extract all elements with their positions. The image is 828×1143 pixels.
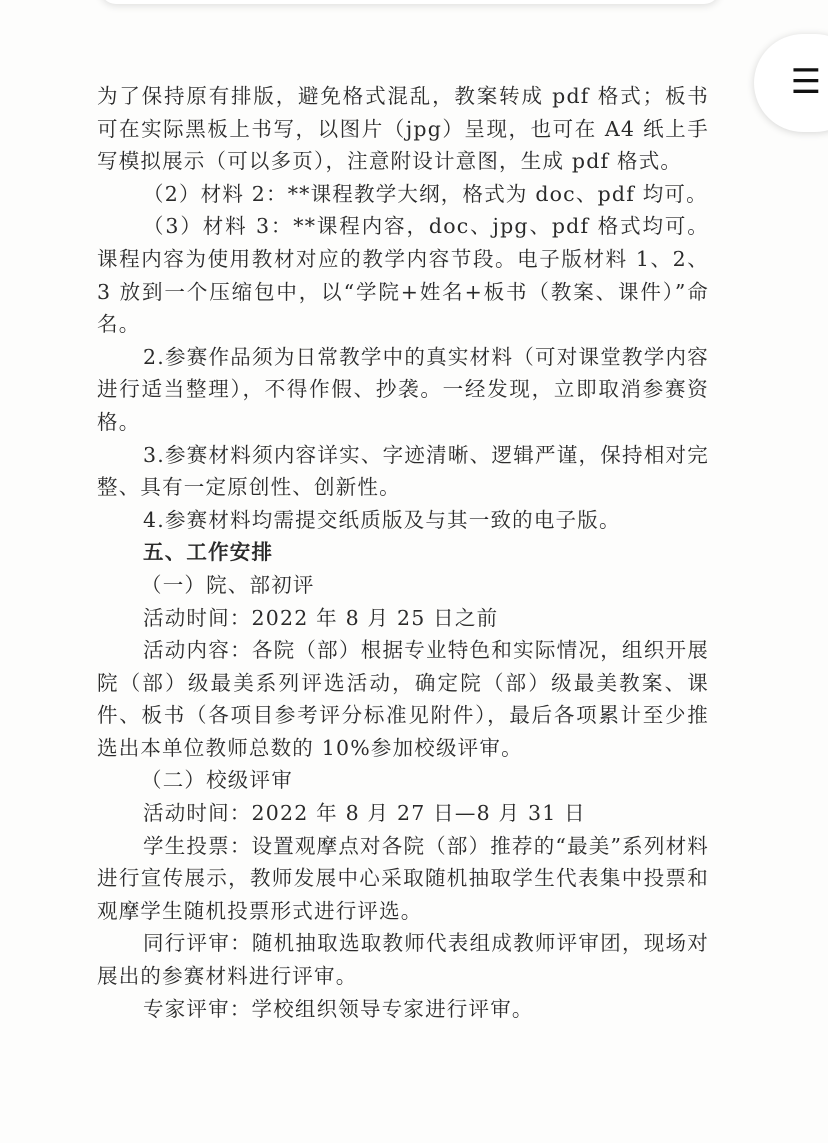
paragraph-material-3: （3）材料 3：**课程内容，doc、jpg、pdf 格式均可。课程内容为使用教材对应的教学内容节段。电子版材料 1、2、3 放到一个压缩包中，以“学院+姓名+板书（教案、课件）”命名。 <box>97 214 709 337</box>
paragraph-student-vote: 学生投票：设置观摩点对各院（部）推荐的“最美”系列材料进行宣传展示，教师发展中心采取随机抽取学生代表集中投票和观摩学生随机投票形式进行评选。 <box>97 833 709 923</box>
menu-icon: ☰ <box>790 62 822 102</box>
paragraph-activity-time-2: 活动时间：2022 年 8 月 27 日—8 月 31 日 <box>143 801 586 826</box>
paragraph-requirement-4: 4.参赛材料均需提交纸质版及与其一致的电子版。 <box>143 507 621 532</box>
paragraph-format-notes: 为了保持原有排版，避免格式混乱，教案转成 pdf 格式；板书可在实际黑板上书写，以图片（jpg）呈现，也可在 A4 纸上手写模拟展示（可以多页），注意附设计意图，生成 pdf 格式。 <box>97 84 709 174</box>
section-heading-work-arrangement: 五、工作安排 <box>143 540 274 565</box>
subheading-preliminary-review: （一）院、部初评 <box>141 572 315 597</box>
paragraph-requirement-3: 3.参赛材料须内容详实、字迹清晰、逻辑严谨，保持相对完整、具有一定原创性、创新性。 <box>97 442 709 500</box>
menu-button[interactable] <box>754 34 828 132</box>
document-body <box>97 80 709 1025</box>
previous-page-edge <box>100 0 720 4</box>
paragraph-activity-content: 活动内容：各院（部）根据专业特色和实际情况，组织开展院（部）级最美系列评选活动，确定院（部）级最美教案、课件、板书（各项目参考评分标准见附件），最后各项累计至少推选出本单位教师总数的 10%参加校级评审。 <box>97 638 709 760</box>
paragraph-expert-review: 专家评审：学校组织领导专家进行评审。 <box>143 996 534 1021</box>
paragraph-peer-review: 同行评审：随机抽取选取教师代表组成教师评审团，现场对展出的参赛材料进行评审。 <box>97 931 709 989</box>
paragraph-requirement-2: 2.参赛作品须为日常教学中的真实材料（可对课堂教学内容进行适当整理），不得作假、抄袭。一经发现，立即取消参赛资格。 <box>97 344 709 434</box>
paragraph-activity-time-1: 活动时间：2022 年 8 月 25 日之前 <box>143 605 499 630</box>
paragraph-material-2: （2）材料 2：**课程教学大纲，格式为 doc、pdf 均可。 <box>143 181 708 206</box>
subheading-school-review: （二）校级评审 <box>141 768 293 793</box>
